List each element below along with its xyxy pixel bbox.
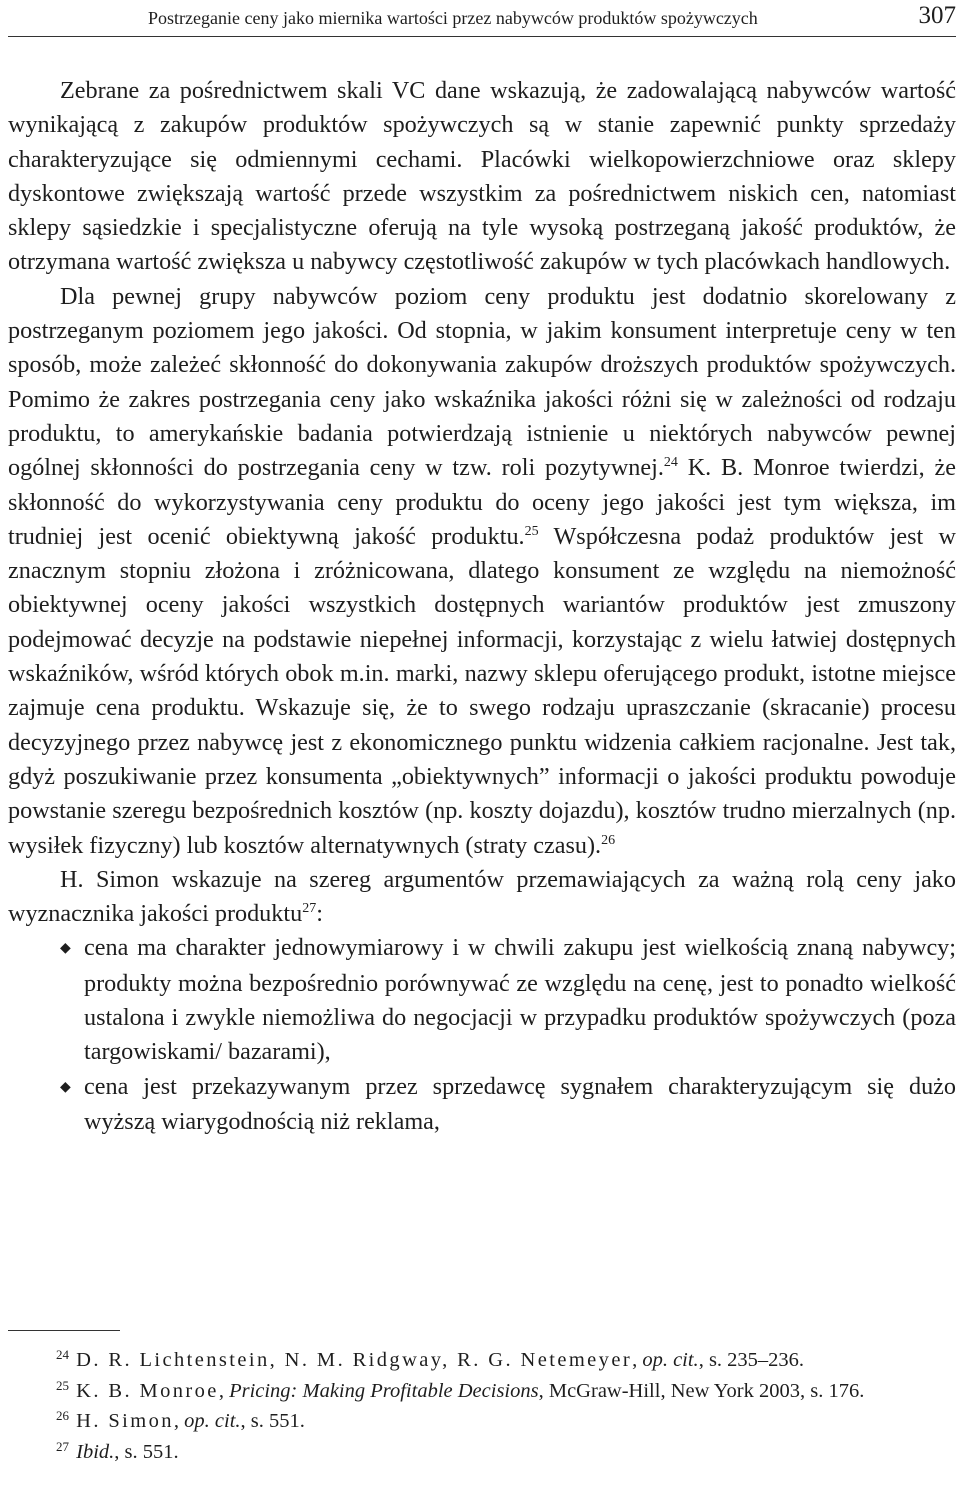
footnote-separator <box>8 1330 120 1331</box>
footnote-title: op. cit. <box>184 1410 241 1432</box>
footnote-rest: , s. 235–236. <box>698 1349 805 1371</box>
body-text <box>8 74 956 1139</box>
footnote-title: Pricing: Making Profitable Decisions <box>229 1379 539 1402</box>
paragraph-text: H. Simon wskazuje na szereg argumentów przemawiających za ważną rolą ceny jako wyznacznika jakości produktu <box>8 865 956 928</box>
footnote-ref: 25 <box>524 523 539 539</box>
paragraph-text: Zebrane za pośrednictwem skali VC dane wskazują, że zadowalającą nabywców wartość wynikającą z zakupów produktów spożywczych są w stanie zapewnić punkty sprzedaży charakteryzujące się odmiennymi cechami. Placówki wielkopowierzchniowe oraz sklepy dyskontowe zwiększają wartość przede wszystkim za pośrednictwem niskich cen, natomiast sklepy sąsiedzkie i specjalistyczne oferują na tyle wysoką postrzeganą jakość produktów, że otrzymana wartość zwiększa u nabywcy częstotliwość zakupów w tych placówkach handlowych. <box>8 77 956 276</box>
list-item <box>8 931 956 1069</box>
footnote-number: 26 <box>56 1408 69 1423</box>
footnote-ref: 27 <box>302 901 317 917</box>
paragraph <box>8 74 956 280</box>
list-item-text: cena ma charakter jednowymiarowy i w chwili zakupu jest wielkością znaną nabywcy; produkty można bezpośrednio porównywać ze względu na cenę, jest to ponadto wielkość ustalona i zwykle niemożliwa do negocjacji w przypadku produktów spożywczych (poza targowiskami/ bazarami), <box>84 934 956 1066</box>
running-header <box>8 2 956 37</box>
footnote-authors: H. Simon <box>76 1410 174 1432</box>
list-item-text: cena jest przekazywanym przez sprzedawcę sygnałem charakteryzującym się dużo wyższą wiarygodnością niż reklama, <box>84 1072 956 1135</box>
paragraph <box>8 280 956 863</box>
footnote-ref: 26 <box>601 832 616 848</box>
paragraph-text: : <box>316 900 323 928</box>
footnote-ref: 24 <box>663 455 678 471</box>
diamond-bullet-icon: ◆ <box>60 941 71 957</box>
footnote-title: op. cit. <box>642 1349 699 1371</box>
list-item <box>8 1070 956 1140</box>
paragraph-text: Dla pewnej grupy nabywców poziom ceny produktu jest dodatnio skorelowany z postrzeganym poziomem jego jakości. Od stopnia, w jakim konsument interpretuje ceny w ten sposób, może zależeć skłonność do dokonywania zakupów droższych produktów spożywczych. Pomimo że zakres postrzegania ceny jako wskaźnika jakości różni się w zależności od rodzaju produktu, to amerykańskie badania potwierdzają istnienie u niektórych nabywców pewnej ogólnej skłonności do postrzegania ceny w tzw. roli pozytywnej. <box>8 282 956 482</box>
footnote-number: 24 <box>56 1347 69 1362</box>
footnote: $^{25}$ K. B. Monroe, Pricing: Making Profitable Decisions, McGraw-Hill, New York 2003, s. 176. <box>56 1377 865 1402</box>
bullet-list <box>8 931 956 1139</box>
footnote-authors: D. R. Lichtenstein, N. M. Ridgway, R. G. Netemeyer <box>76 1349 633 1371</box>
footnote: $^{24}$ D. R. Lichtenstein, N. M. Ridgway, R. G. Netemeyer, op. cit., s. 235–236. <box>56 1347 805 1371</box>
footnote-rest: , McGraw-Hill, New York 2003, s. 176. <box>538 1379 865 1402</box>
footnote-number: 27 <box>56 1438 69 1454</box>
footnote-rest: , s. 551. <box>114 1440 179 1463</box>
footnote <box>8 1437 956 1468</box>
running-title: Postrzeganie ceny jako miernika wartości przez nabywców produktów spożywczych <box>148 8 758 28</box>
footnote: $^{26}$ H. Simon, op. cit., s. 551. <box>56 1408 305 1432</box>
footnote-title: Ibid. <box>76 1440 115 1463</box>
footnote-rest: , s. 551. <box>240 1410 305 1432</box>
page-number: 307 <box>918 2 956 29</box>
paragraph <box>8 863 956 932</box>
footnote-number: 25 <box>56 1377 69 1393</box>
footnotes <box>8 1345 956 1467</box>
footnote-authors: K. B. Monroe <box>76 1379 219 1402</box>
paragraph-text: Współczesna podaż produktów jest w znacznym stopniu złożona i zróżnicowana, dlatego konsument ze względu na niemożność obiektywnej oceny jakości wszystkich dostępnych wariantów produktów jest zmuszony podejmować decyzje na podstawie niepełnej informacji, korzystając z wielu łatwiej dostępnych wskaźników, wśród których obok m.in. marki, nazwy sklepu oferującego produkt, istotne miejsce zajmuje cena produktu. Wskazuje się, że to swego rodzaju upraszczanie (skracanie) procesu decyzyjnego przez nabywcę jest z ekonomicznego punktu widzenia całkiem racjonalne. Jest tak, gdyż poszukiwanie przez konsumenta „obiektywnych” informacji o jakości produktu powoduje powstanie szeregu bezpośrednich kosztów (np. koszty dojazdu), kosztów trudno mierzalnych (np. wysiłek fizyczny) lub kosztów alternatywnych (straty czasu). <box>8 522 956 859</box>
paragraph-text: K. B. Monroe twierdzi, że skłonność do wykorzystywania ceny produktu do oceny jego jakości jest tym większa, im trudniej jest ocenić obiektywną jakość produktu. <box>8 454 956 550</box>
diamond-bullet-icon: ◆ <box>60 1079 71 1095</box>
